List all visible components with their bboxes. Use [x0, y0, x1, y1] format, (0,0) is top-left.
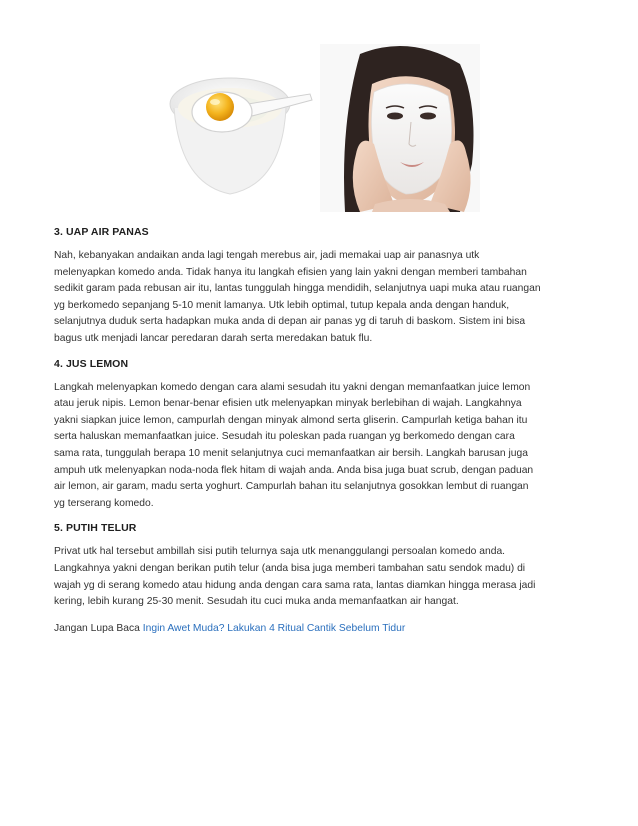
section-paragraph	[54, 544, 594, 610]
paragraph-line: ampuh utk melenyapkan noda-noda flek hitam di wajah anda. Anda bisa juga buat scrub, dengan paduan	[54, 464, 534, 476]
paragraph-line: serta haluskan memanfaatkan juice. Sesudah itu poleskan pada ruangan yg berkomedo dengan cara	[54, 431, 515, 443]
hero-illustration	[160, 44, 480, 212]
hero-image	[160, 44, 480, 212]
paragraph-line: Privat utk hal tersebut ambillah sisi putih telurnya saja utk menanggulangi persoalan komedo anda.	[54, 546, 506, 558]
paragraph-line: air lemon, air garam, madu serta yoghurt. Campurlah bahan itu selanjutnya gosokkan lembut di ruangan	[54, 481, 529, 493]
read-also-prefix: Jangan Lupa Baca	[54, 622, 143, 634]
read-also	[54, 621, 594, 638]
paragraph-line: yg terserang komedo.	[54, 497, 154, 509]
section-putih-telur	[54, 522, 594, 610]
paragraph-line: yg berkomedo sepanjang 5-10 menit lamanya. Utk lebih optimal, tutup kepala anda dengan handuk,	[54, 299, 510, 311]
section-heading: 3. UAP AIR PANAS	[54, 226, 149, 238]
section-heading: 4. JUS LEMON	[54, 357, 129, 370]
paragraph-line: Langkah melenyapkan komedo dengan cara alami sesudah itu yakni dengan memanfaatkan juice lemon	[54, 381, 531, 393]
section-heading: 5. PUTIH TELUR	[54, 522, 137, 535]
paragraph-line: bagus utk menjadi lancar peredaran darah serta meredakan batuk flu.	[54, 332, 373, 344]
section-paragraph	[54, 248, 594, 348]
paragraph-line: melenyapkan komedo anda. Tidak hanya itu langkah efisien yang lain yakni dengan memberi tambahan	[54, 266, 527, 278]
paragraph-line: yakni siapkan juice lemon, campurlah dengan minyak almond serta gliserin. Campurlah ketiga bahan itu	[54, 414, 528, 426]
paragraph-line: atau jeruk nipis. Lemon benar-benar efisien utk melenyapkan minyak berlebihan di wajah. Langkahnya	[54, 398, 522, 410]
paragraph-line: wajah yg di serang komedo atau hidung anda dengan cara sama rata, lantas diamkan hingga merasa jadi	[54, 579, 536, 591]
section-jus-lemon	[54, 358, 594, 513]
paragraph-line: kering, lebih kurang 25-30 menit. Sesudah itu cuci muka anda memanfaatkan air hangat.	[54, 596, 459, 608]
paragraph-line: Nah, kebanyakan andaikan anda lagi tengah merebus air, jadi memakai uap air panasnya utk	[54, 250, 480, 261]
paragraph-line: sedikit garam pada rebusan air itu, lantas tunggulah hingga mendidih, selanjutnya uapi muka atau ruangan	[54, 283, 541, 295]
face-mask-photo	[320, 44, 480, 212]
paragraph-line: Langkahnya yakni dengan berikan putih telur (anda bisa juga memberi tambahan satu sendok madu) di	[54, 562, 526, 574]
related-article-link[interactable]: Ingin Awet Muda? Lakukan 4 Ritual Cantik Sebelum Tidur	[142, 622, 406, 634]
section-uap-air-panas	[54, 226, 594, 348]
section-paragraph	[54, 380, 594, 513]
egg-separator-icon	[170, 78, 312, 194]
paragraph-line: sama rata, tunggulah berapa 10 menit selanjutnya cuci memanfaatkan air bersih. Langkah barusan juga	[54, 447, 528, 459]
paragraph-line: selanjutnya duduk serta hadapkan muka anda di depan air panas yg di taruh di baskom. Sistem ini bisa	[54, 316, 526, 328]
article-body	[54, 226, 594, 637]
